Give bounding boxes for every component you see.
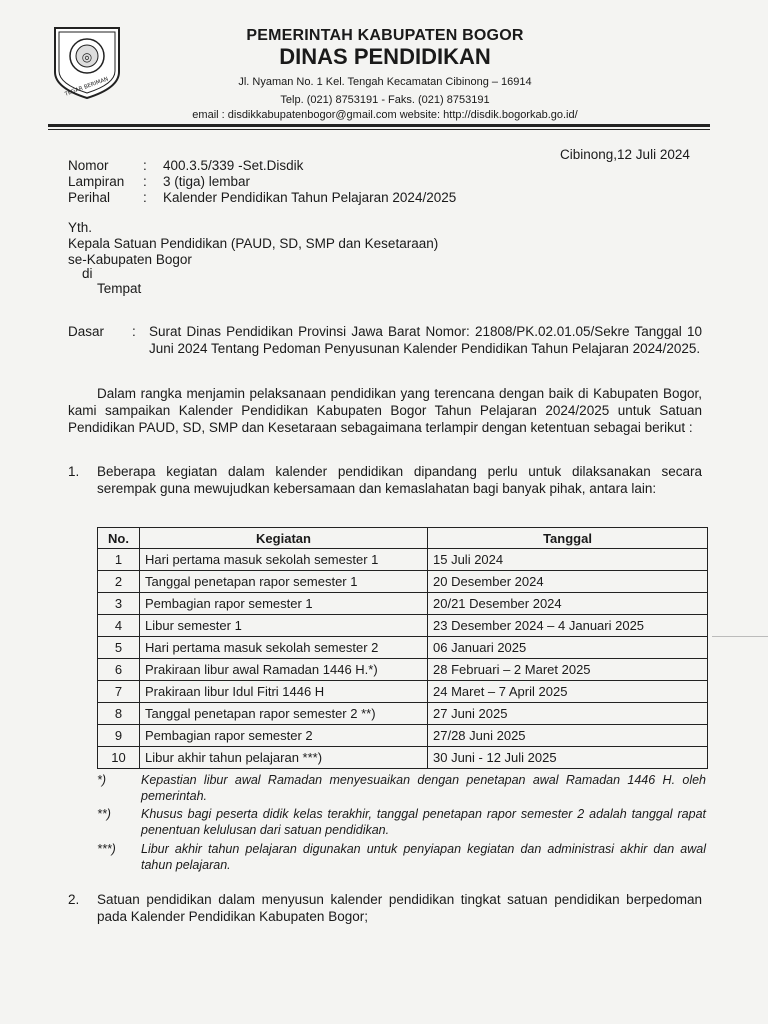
letterhead-agency: DINAS PENDIDIKAN	[279, 44, 491, 69]
table-row	[98, 725, 708, 747]
note-mark: *)	[97, 773, 107, 787]
table-row	[98, 637, 708, 659]
header-tanggal: Tanggal	[428, 528, 708, 549]
cell-tanggal: 20 Desember 2024	[428, 571, 708, 593]
cell-no: 5	[98, 637, 140, 659]
note-text: Kepastian libur awal Ramadan menyesuaikan dengan penetapan awal Ramadan 1446 H. oleh pemerintah.	[141, 773, 706, 803]
note-mark: **)	[97, 807, 111, 821]
dasar-label: Dasar	[68, 324, 105, 339]
cell-no: 9	[98, 725, 140, 747]
cell-tanggal: 24 Maret – 7 April 2025	[428, 681, 708, 703]
meta-colon: :	[143, 190, 147, 205]
cell-no: 3	[98, 593, 140, 615]
header-no: No.	[98, 528, 140, 549]
svg-text:TEGAR BERIMAN: TEGAR BERIMAN	[64, 76, 110, 98]
cell-kegiatan: Pembagian rapor semester 1	[140, 593, 428, 615]
cell-no: 4	[98, 615, 140, 637]
cell-no: 7	[98, 681, 140, 703]
meta-label: Nomor	[68, 158, 109, 173]
cell-no: 10	[98, 747, 140, 769]
table-row	[98, 659, 708, 681]
cell-kegiatan: Tanggal penetapan rapor semester 2 **)	[140, 703, 428, 725]
point1-number: 1.	[68, 464, 80, 479]
table-row	[98, 615, 708, 637]
note-text: Khusus bagi peserta didik kelas terakhir, tanggal penetapan rapor semester 2 adalah tanggal rapat penentuan kelulusan dari satuan pendidikan.	[141, 807, 706, 837]
table-row	[98, 747, 708, 769]
dasar-colon: :	[132, 324, 136, 339]
letterhead-rule-thick	[48, 124, 710, 127]
cell-tanggal: 28 Februari – 2 Maret 2025	[428, 659, 708, 681]
cell-tanggal: 06 Januari 2025	[428, 637, 708, 659]
note-2	[0, 806, 768, 840]
addressee-di: di	[82, 266, 93, 281]
point2-text: Satuan pendidikan dalam menyusun kalender pendidikan tingkat satuan pendidikan berpedoman pada Kalender Pendidikan Kabupaten Bogor;	[97, 892, 702, 924]
kegiatan-table	[97, 527, 708, 769]
cell-tanggal: 23 Desember 2024 – 4 Januari 2025	[428, 615, 708, 637]
cell-no: 1	[98, 549, 140, 571]
place-date: Cibinong,12 Juli 2024	[560, 147, 690, 162]
cell-no: 6	[98, 659, 140, 681]
cell-tanggal: 27 Juni 2025	[428, 703, 708, 725]
cell-kegiatan: Hari pertama masuk sekolah semester 2	[140, 637, 428, 659]
addressee-line1: Kepala Satuan Pendidikan (PAUD, SD, SMP dan Kesetaraan)	[68, 236, 439, 251]
note-text: Libur akhir tahun pelajaran digunakan untuk penyiapan kegiatan dan administrasi akhir dan awal tahun pelajaran.	[141, 842, 706, 872]
addressee-tempat: Tempat	[97, 281, 142, 296]
cell-tanggal: 20/21 Desember 2024	[428, 593, 708, 615]
note-3	[0, 841, 768, 875]
meta-value: 400.3.5/339 -Set.Disdik	[163, 158, 304, 173]
table-row	[98, 571, 708, 593]
table-header-row	[98, 528, 708, 549]
cell-kegiatan: Prakiraan libur awal Ramadan 1446 H.*)	[140, 659, 428, 681]
note-1	[0, 772, 768, 806]
cell-kegiatan: Prakiraan libur Idul Fitri 1446 H	[140, 681, 428, 703]
meta-colon: :	[143, 174, 147, 189]
note-mark: ***)	[97, 842, 116, 856]
kabupaten-bogor-logo	[47, 22, 127, 102]
cell-tanggal: 15 Juli 2024	[428, 549, 708, 571]
cell-kegiatan: Tanggal penetapan rapor semester 1	[140, 571, 428, 593]
meta-label: Lampiran	[68, 174, 125, 189]
table-row	[98, 703, 708, 725]
letterhead-government: PEMERINTAH KABUPATEN BOGOR	[246, 27, 524, 44]
meta-label: Perihal	[68, 190, 111, 205]
intro-paragraph: Dalam rangka menjamin pelaksanaan pendidikan yang terencana dengan baik di Kabupaten Bogor, kami sampaikan Kalender Pendidikan Kabupaten Bogor Tahun Pelajaran 2024/2025 untuk Satuan Pendidikan PAUD, SD, SMP dan Kesetaraan sebagaimana terlampir dengan ketentuan sebagai berikut :	[68, 386, 702, 435]
cell-kegiatan: Pembagian rapor semester 2	[140, 725, 428, 747]
table-row	[98, 549, 708, 571]
letterhead-phone: Telp. (021) 8753191 - Faks. (021) 8753191	[280, 94, 490, 106]
cell-kegiatan: Libur semester 1	[140, 615, 428, 637]
table-row	[98, 681, 708, 703]
table-row	[98, 593, 708, 615]
meta-colon: :	[143, 158, 147, 173]
letterhead-rule-thin	[48, 129, 710, 130]
letterhead-address: Jl. Nyaman No. 1 Kel. Tengah Kecamatan Cibinong – 16914	[238, 76, 532, 88]
cell-tanggal: 27/28 Juni 2025	[428, 725, 708, 747]
point2-number: 2.	[68, 892, 80, 907]
scan-artifact-line	[712, 636, 768, 637]
cell-no: 2	[98, 571, 140, 593]
cell-no: 8	[98, 703, 140, 725]
point1-text: Beberapa kegiatan dalam kalender pendidikan dipandang perlu untuk dilaksanakan secara serempak guna mewujudkan kebersamaan dan kemaslahatan bagi banyak pihak, antara lain:	[97, 464, 702, 496]
cell-kegiatan: Hari pertama masuk sekolah semester 1	[140, 549, 428, 571]
cell-kegiatan: Libur akhir tahun pelajaran ***)	[140, 747, 428, 769]
svg-text:◎: ◎	[81, 50, 93, 64]
addressee-line2: se-Kabupaten Bogor	[68, 252, 192, 267]
meta-value: 3 (tiga) lembar	[163, 174, 251, 189]
letterhead-contact: email : disdikkabupatenbogor@gmail.com website: http://disdik.bogorkab.go.id/	[192, 109, 578, 121]
dasar-text: Surat Dinas Pendidikan Provinsi Jawa Barat Nomor: 21808/PK.02.01.05/Sekre Tanggal 10 Juni 2024 Tentang Pedoman Penyusunan Kalender Pendidikan Tahun Pelajaran 2024/2025.	[149, 324, 702, 356]
header-kegiatan: Kegiatan	[140, 528, 428, 549]
meta-value: Kalender Pendidikan Tahun Pelajaran 2024/2025	[163, 190, 457, 205]
cell-tanggal: 30 Juni - 12 Juli 2025	[428, 747, 708, 769]
addressee-yth: Yth.	[68, 220, 93, 235]
